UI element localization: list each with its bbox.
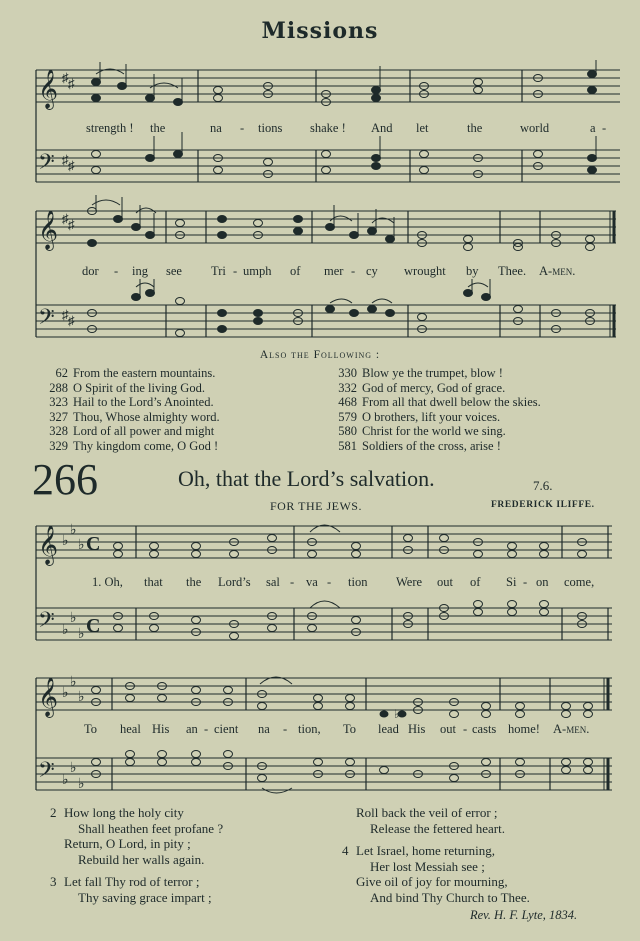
lyric: mer	[324, 264, 344, 278]
lyric: tion	[348, 575, 368, 589]
svg-text:♯: ♯	[68, 76, 75, 91]
svg-text:♯: ♯	[62, 152, 69, 167]
lyric: wrought	[404, 264, 446, 278]
lyric: see	[166, 264, 182, 278]
lyric: let	[416, 121, 429, 135]
lyric: va	[306, 575, 318, 589]
related-hymns-left	[44, 366, 220, 453]
lyric: -	[114, 264, 119, 278]
lyric: Lord’s	[218, 575, 251, 589]
related-hymn[interactable]: 468 From all that dwell below the skies.	[338, 395, 541, 409]
lyric: the	[186, 575, 202, 589]
lyric: heal	[120, 722, 141, 736]
lyric: And	[371, 121, 393, 135]
lyric: strength !	[86, 121, 134, 135]
composer: FREDERICK ILIFFE.	[491, 500, 595, 510]
svg-text:♯: ♯	[62, 307, 69, 322]
related-hymn[interactable]: 62 From the eastern mountains.	[55, 366, 216, 380]
lyric: lead	[378, 722, 399, 736]
related-hymns-right	[333, 366, 541, 453]
lyric: -	[290, 575, 295, 589]
svg-text:♭: ♭	[78, 777, 85, 792]
svg-text:𝄞: 𝄞	[38, 527, 59, 564]
lyric: ing	[132, 264, 148, 278]
svg-text:𝄢: 𝄢	[38, 608, 55, 637]
lyric: To	[84, 722, 98, 736]
svg-text:𝄞: 𝄞	[38, 679, 59, 716]
svg-text:♭: ♭	[70, 611, 77, 626]
svg-text:♯: ♯	[68, 217, 75, 232]
lyric: -	[523, 575, 528, 589]
related-hymn[interactable]: 580 Christ for the world we sing.	[338, 424, 506, 438]
tune-name: FOR THE JEWS.	[270, 499, 362, 513]
lyric: shake !	[310, 121, 346, 135]
svg-text:♯: ♯	[62, 211, 69, 226]
lyric: the	[150, 121, 166, 135]
lyric: Were	[396, 575, 423, 589]
svg-text:♭: ♭	[62, 686, 69, 701]
lyric: casts	[472, 722, 497, 736]
verse-line: And bind Thy Church to Thee.	[370, 889, 530, 905]
verse-line: Shall heathen feet profane ?	[78, 820, 224, 836]
lyric: come,	[564, 575, 595, 589]
verse-line: Thy saving grace impart ;	[78, 889, 212, 905]
lyric: on	[536, 575, 549, 589]
related-hymn[interactable]: 327 Thou, Whose almighty word.	[49, 409, 220, 424]
section-header: Missions	[261, 18, 379, 44]
svg-text:C: C	[86, 615, 101, 637]
lyric: umph	[243, 264, 272, 278]
related-hymn[interactable]: 581 Soldiers of the cross, arise !	[338, 438, 501, 453]
lyric: world	[520, 121, 550, 135]
lyric: -	[233, 264, 238, 278]
lyric: -	[327, 575, 332, 589]
related-hymn[interactable]: 332 God of mercy, God of grace.	[338, 380, 506, 395]
lyric: His	[152, 722, 170, 736]
lyric: A-men.	[539, 264, 576, 278]
lyric: tion,	[298, 722, 321, 736]
verse-line: Roll back the veil of error ;	[356, 805, 498, 820]
related-hymn[interactable]: 579 O brothers, lift your voices.	[338, 409, 501, 424]
related-hymn[interactable]: 329 Thy kingdom come, O God !	[49, 438, 219, 453]
related-hymn[interactable]: 328 Lord of all power and might	[49, 424, 215, 438]
lyric: out	[440, 722, 456, 736]
verse-line: Return, O Lord, in pity ;	[64, 836, 191, 851]
svg-text:𝄢: 𝄢	[38, 758, 55, 787]
treble-clef-icon: 𝄞	[38, 71, 59, 108]
lyric: Si	[506, 575, 517, 589]
lyric: home!	[508, 722, 540, 736]
svg-text:♭: ♭	[62, 534, 69, 549]
verse-line: Her lost Messiah see ;	[370, 858, 485, 874]
svg-text:♭: ♭	[62, 623, 69, 638]
svg-text:♭: ♭	[70, 675, 77, 690]
svg-text:♯: ♯	[62, 70, 69, 85]
lyric: Thee.	[498, 264, 527, 278]
svg-text:♭: ♭	[78, 538, 85, 553]
verse-line: 2 How long the holy city	[50, 805, 184, 820]
related-hymn[interactable]: 330 Blow ye the trumpet, blow !	[338, 366, 503, 380]
common-time-icon: C	[86, 533, 101, 555]
svg-text:♭: ♭	[394, 707, 400, 721]
svg-text:𝄞: 𝄞	[38, 212, 59, 249]
lyric: -	[602, 121, 607, 135]
lyric: a	[590, 121, 596, 135]
lyric: To	[343, 722, 357, 736]
verse-line: 4 Let Israel, home returning,	[342, 843, 495, 858]
svg-text:♯: ♯	[68, 158, 75, 173]
lyric: sal	[266, 575, 280, 589]
svg-text:♭: ♭	[78, 690, 85, 705]
lyric: -	[240, 121, 245, 135]
lyric: -	[463, 722, 468, 736]
svg-text:♭: ♭	[62, 773, 69, 788]
related-hymn[interactable]: 323 Hail to the Lord’s Anointed.	[49, 395, 214, 409]
lyric: A-men.	[553, 722, 590, 736]
related-hymn[interactable]: 288 O Spirit of the living God.	[49, 380, 205, 395]
lyric: that	[144, 575, 163, 589]
lyric: tions	[258, 121, 283, 135]
verses-right	[342, 805, 530, 905]
lyric: 1. Oh,	[92, 575, 123, 589]
svg-text:♭: ♭	[78, 627, 85, 642]
lyric: dor	[82, 264, 99, 278]
bass-clef-icon: 𝄢	[38, 150, 55, 179]
lyric: Tri	[211, 264, 226, 278]
svg-text:♭: ♭	[70, 761, 77, 776]
verses-left	[50, 805, 223, 905]
lyric: cient	[214, 722, 239, 736]
lyric: -	[283, 722, 288, 736]
verse-line: 3 Let fall Thy rod of terror ;	[50, 874, 200, 889]
lyric: of	[470, 575, 481, 589]
verse-line: Rebuild her walls again.	[78, 851, 205, 867]
svg-text:𝄢: 𝄢	[38, 305, 55, 334]
verse-line: Give oil of joy for mourning,	[356, 874, 508, 889]
lyric: out	[437, 575, 453, 589]
lyric: of	[290, 264, 301, 278]
lyric: by	[466, 264, 479, 278]
lyric: -	[351, 264, 356, 278]
svg-text:♭: ♭	[70, 523, 77, 538]
lyric: His	[408, 722, 426, 736]
lyric: na	[210, 121, 222, 135]
lyric: the	[467, 121, 483, 135]
hymn-meter: 7.6.	[533, 478, 553, 493]
hymn-number: 266	[32, 455, 98, 504]
lyric: an	[186, 722, 198, 736]
lyric: cy	[366, 264, 378, 278]
verse-line: Release the fettered heart.	[370, 820, 505, 836]
related-hymns-heading: Also the Following :	[259, 349, 381, 361]
hymn-author: Rev. H. F. Lyte, 1834.	[470, 908, 578, 922]
svg-text:♯: ♯	[68, 313, 75, 328]
lyric: -	[204, 722, 209, 736]
hymn-title: Oh, that the Lord’s salvation.	[178, 466, 435, 491]
lyric: na	[258, 722, 270, 736]
